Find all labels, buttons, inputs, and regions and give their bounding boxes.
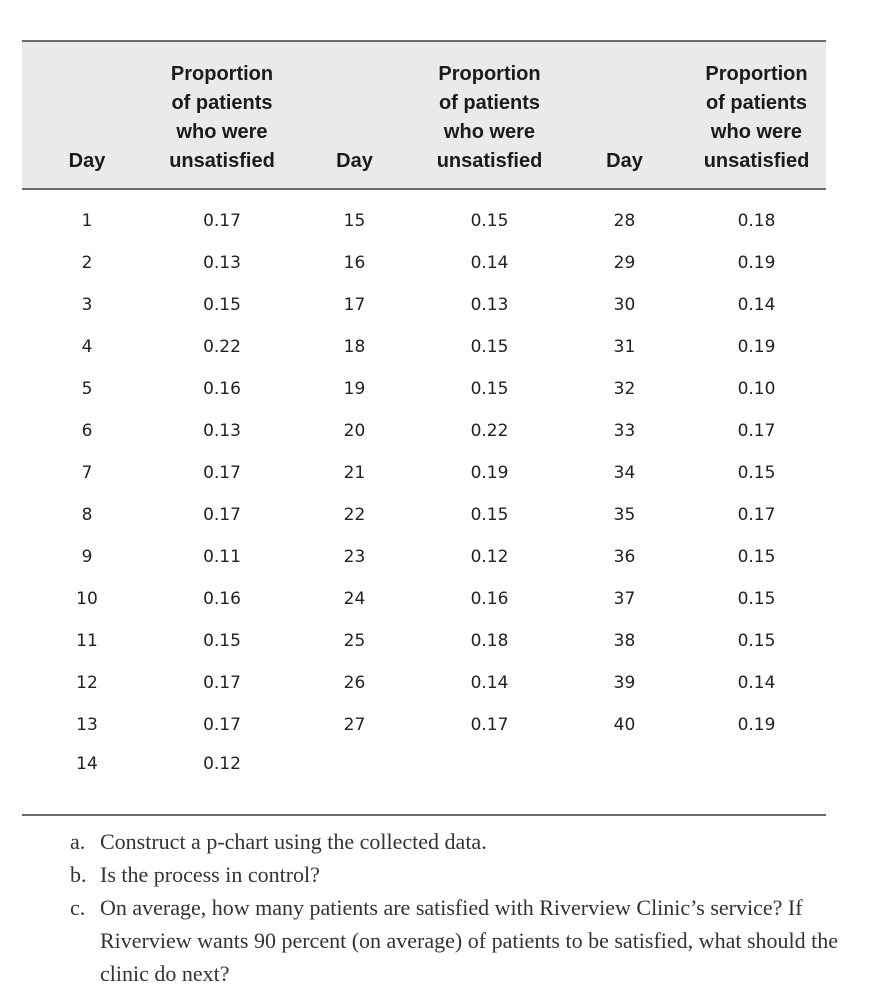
- day-cell: 7: [81, 463, 93, 483]
- table-row: [22, 410, 826, 452]
- proportion-cell: 0.17: [203, 673, 241, 693]
- question-letter: a.: [70, 829, 86, 854]
- table-row: [22, 189, 826, 242]
- column-header-proportion: Proportion of patients who were unsatisfied: [687, 41, 826, 189]
- day-cell: 32: [613, 379, 636, 399]
- table-row: [22, 536, 826, 578]
- question-text: Is the process in control?: [100, 862, 320, 887]
- table-row: [22, 662, 826, 704]
- proportion-cell: 0.18: [737, 211, 776, 231]
- proportion-cell: 0.15: [737, 547, 776, 567]
- table-row: [22, 578, 826, 620]
- proportion-cell: 0.10: [737, 379, 776, 399]
- proportion-cell: 0.22: [203, 337, 241, 357]
- day-cell: 6: [81, 421, 93, 441]
- column-header-proportion: Proportion of patients who were unsatisfied: [417, 41, 562, 189]
- proportion-cell: 0.15: [470, 211, 509, 231]
- day-cell: 36: [613, 547, 636, 567]
- proportion-cell: 0.16: [203, 379, 241, 399]
- proportion-cell: 0.17: [203, 505, 241, 525]
- table-row: [22, 242, 826, 284]
- day-cell: 27: [343, 715, 366, 735]
- table-row: [22, 284, 826, 326]
- proportion-cell: 0.13: [470, 295, 509, 315]
- column-header-proportion: Proportion of patients who were unsatisfied: [152, 41, 292, 189]
- proportion-cell: 0.13: [203, 421, 241, 441]
- proportion-cell: 0.13: [203, 253, 241, 273]
- day-cell: 29: [613, 253, 636, 273]
- proportion-cell: 0.17: [470, 715, 509, 735]
- proportion-cell: 0.18: [470, 631, 509, 651]
- proportion-cell: [417, 746, 562, 815]
- proportion-cell: 0.14: [470, 253, 509, 273]
- table-row: [22, 452, 826, 494]
- proportion-cell: 0.14: [737, 673, 776, 693]
- day-cell: 5: [81, 379, 93, 399]
- table-row: [22, 704, 826, 746]
- proportion-cell: 0.17: [737, 505, 776, 525]
- proportion-cell: 0.15: [203, 631, 241, 651]
- proportion-cell: 0.15: [470, 337, 509, 357]
- question-item: [70, 858, 850, 891]
- day-cell: 1: [81, 211, 93, 231]
- day-cell: 10: [76, 589, 98, 609]
- proportion-cell: 0.15: [470, 379, 509, 399]
- column-header-day: Day: [292, 41, 417, 189]
- day-cell: 39: [613, 673, 636, 693]
- day-cell: 31: [613, 337, 636, 357]
- data-table-container: [22, 40, 826, 816]
- column-header-day: Day: [22, 41, 152, 189]
- proportion-cell: 0.16: [203, 589, 241, 609]
- patient-satisfaction-table: [22, 40, 826, 816]
- proportion-cell: 0.17: [203, 211, 241, 231]
- day-cell: 28: [613, 211, 636, 231]
- day-cell: 20: [343, 421, 366, 441]
- day-cell: 40: [613, 715, 636, 735]
- table-header-row: [22, 41, 826, 189]
- day-cell: 18: [343, 337, 366, 357]
- table-row: [22, 326, 826, 368]
- proportion-cell: 0.19: [737, 253, 776, 273]
- question-text: On average, how many patients are satisfied with Riverview Clinic’s service? If Riverview wants 90 percent (on average) of patients to be satisfied, what should the clinic do next?: [100, 895, 838, 986]
- proportion-cell: 0.15: [737, 463, 776, 483]
- proportion-cell: 0.17: [203, 715, 241, 735]
- question-letter: b.: [70, 862, 87, 887]
- day-cell: 9: [81, 547, 93, 567]
- day-cell: 19: [343, 379, 366, 399]
- question-text: Construct a p-chart using the collected data.: [100, 829, 487, 854]
- day-cell: 15: [343, 211, 366, 231]
- proportion-cell: 0.11: [203, 547, 241, 567]
- day-cell: 34: [613, 463, 636, 483]
- table-body: [22, 189, 826, 815]
- day-cell: 12: [76, 673, 98, 693]
- proportion-cell: 0.14: [470, 673, 509, 693]
- day-cell: [292, 746, 417, 815]
- proportion-cell: 0.15: [470, 505, 509, 525]
- day-cell: 4: [81, 337, 93, 357]
- question-letter: c.: [70, 895, 86, 920]
- day-cell: 30: [613, 295, 636, 315]
- proportion-cell: 0.16: [470, 589, 509, 609]
- day-cell: 8: [81, 505, 93, 525]
- day-cell: 21: [343, 463, 366, 483]
- day-cell: 3: [81, 295, 93, 315]
- question-item: [70, 825, 850, 858]
- proportion-cell: 0.15: [737, 589, 776, 609]
- proportion-cell: [687, 746, 826, 815]
- proportion-cell: 0.15: [737, 631, 776, 651]
- proportion-cell: 0.17: [203, 463, 241, 483]
- day-cell: 25: [343, 631, 366, 651]
- proportion-cell: 0.14: [737, 295, 776, 315]
- day-cell: 26: [343, 673, 366, 693]
- day-cell: 13: [76, 715, 98, 735]
- day-cell: [562, 746, 687, 815]
- column-header-day: Day: [562, 41, 687, 189]
- day-cell: 33: [613, 421, 636, 441]
- proportion-cell: 0.19: [470, 463, 509, 483]
- day-cell: 2: [81, 253, 93, 273]
- day-cell: 35: [613, 505, 636, 525]
- proportion-cell: 0.15: [203, 295, 241, 315]
- question-list: [70, 825, 850, 990]
- table-row: [22, 368, 826, 410]
- proportion-cell: 0.22: [470, 421, 509, 441]
- day-cell: 11: [76, 631, 98, 651]
- proportion-cell: 0.17: [737, 421, 776, 441]
- proportion-cell: 0.19: [737, 337, 776, 357]
- day-cell: 38: [613, 631, 636, 651]
- proportion-cell: 0.12: [470, 547, 509, 567]
- day-cell: 22: [343, 505, 366, 525]
- question-item: [70, 891, 850, 990]
- day-cell: 37: [613, 589, 636, 609]
- day-cell: 14: [22, 746, 152, 815]
- day-cell: 24: [343, 589, 366, 609]
- table-row: [22, 620, 826, 662]
- proportion-cell: 0.12: [152, 746, 292, 815]
- day-cell: 16: [343, 253, 366, 273]
- day-cell: 17: [343, 295, 366, 315]
- table-row: [22, 494, 826, 536]
- table-row: [22, 746, 826, 815]
- proportion-cell: 0.19: [737, 715, 776, 735]
- day-cell: 23: [343, 547, 366, 567]
